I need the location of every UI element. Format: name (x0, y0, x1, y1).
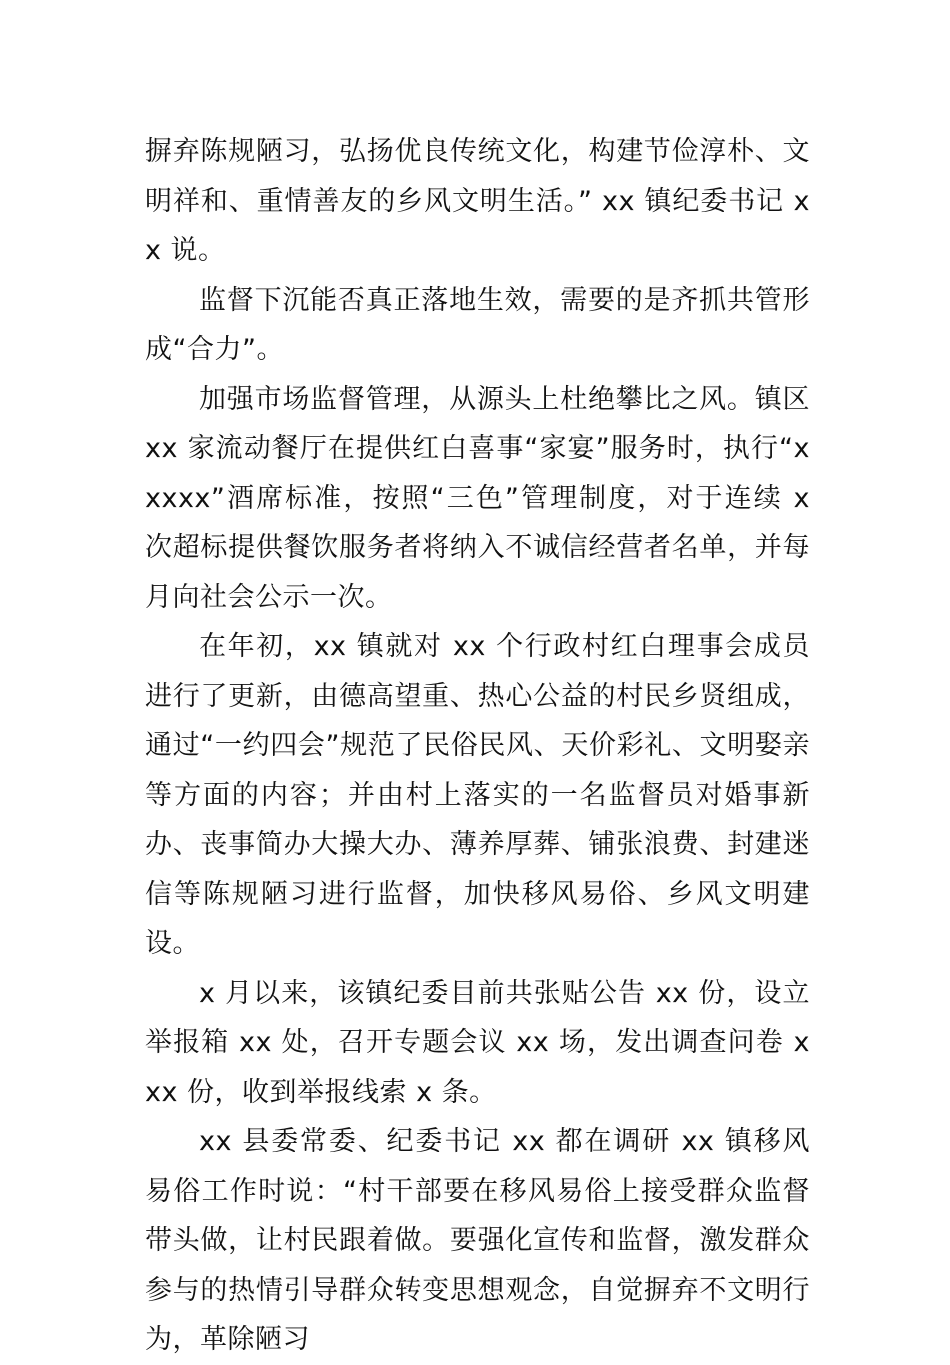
paragraph-2: 监督下沉能否真正落地生效，需要的是齐抓共管形成“合力”。 (145, 284, 810, 365)
paragraph-5: x 月以来，该镇纪委目前共张贴公告 xx 份，设立举报箱 xx 处，召开专题会议 xx 场，发出调查问卷 xxx 份，收到举报线索 x 条。 (145, 977, 810, 1108)
document-body (145, 127, 810, 1365)
paragraph-3: 加强市场监督管理，从源头上杜绝攀比之风。镇区 xx 家流动餐厅在提供红白喜事“家宴”服务时，执行“xxxxx”酒席标准，按照“三色”管理制度，对于连续 x 次超标提供餐饮服务者将纳入不诚信经营者名单，并每月向社会公示一次。 (145, 383, 810, 613)
paragraph-6: xx 县委常委、纪委书记 xx 都在调研 xx 镇移风易俗工作时说：“村干部要在移风易俗上接受群众监督带头做，让村民跟着做。要强化宣传和监督，激发群众参与的热情引导群众转变思想观念，自觉摒弃不文明行为，革除陋习 (145, 1126, 810, 1355)
paragraph-4: 在年初，xx 镇就对 xx 个行政村红白理事会成员进行了更新，由德高望重、热心公益的村民乡贤组成，通过“一约四会”规范了民俗民风、天价彩礼、文明娶亲等方面的内容；并由村上落实的一名监督员对婚事新办、丧事简办大操大办、薄养厚葬、铺张浪费、封建迷信等陈规陋习进行监督，加快移风易俗、乡风文明建设。 (145, 631, 810, 959)
paragraph-1: 摒弃陈规陋习，弘扬优良传统文化，构建节俭淳朴、文明祥和、重情善友的乡风文明生活。” xx 镇纪委书记 xx 说。 (145, 136, 810, 266)
